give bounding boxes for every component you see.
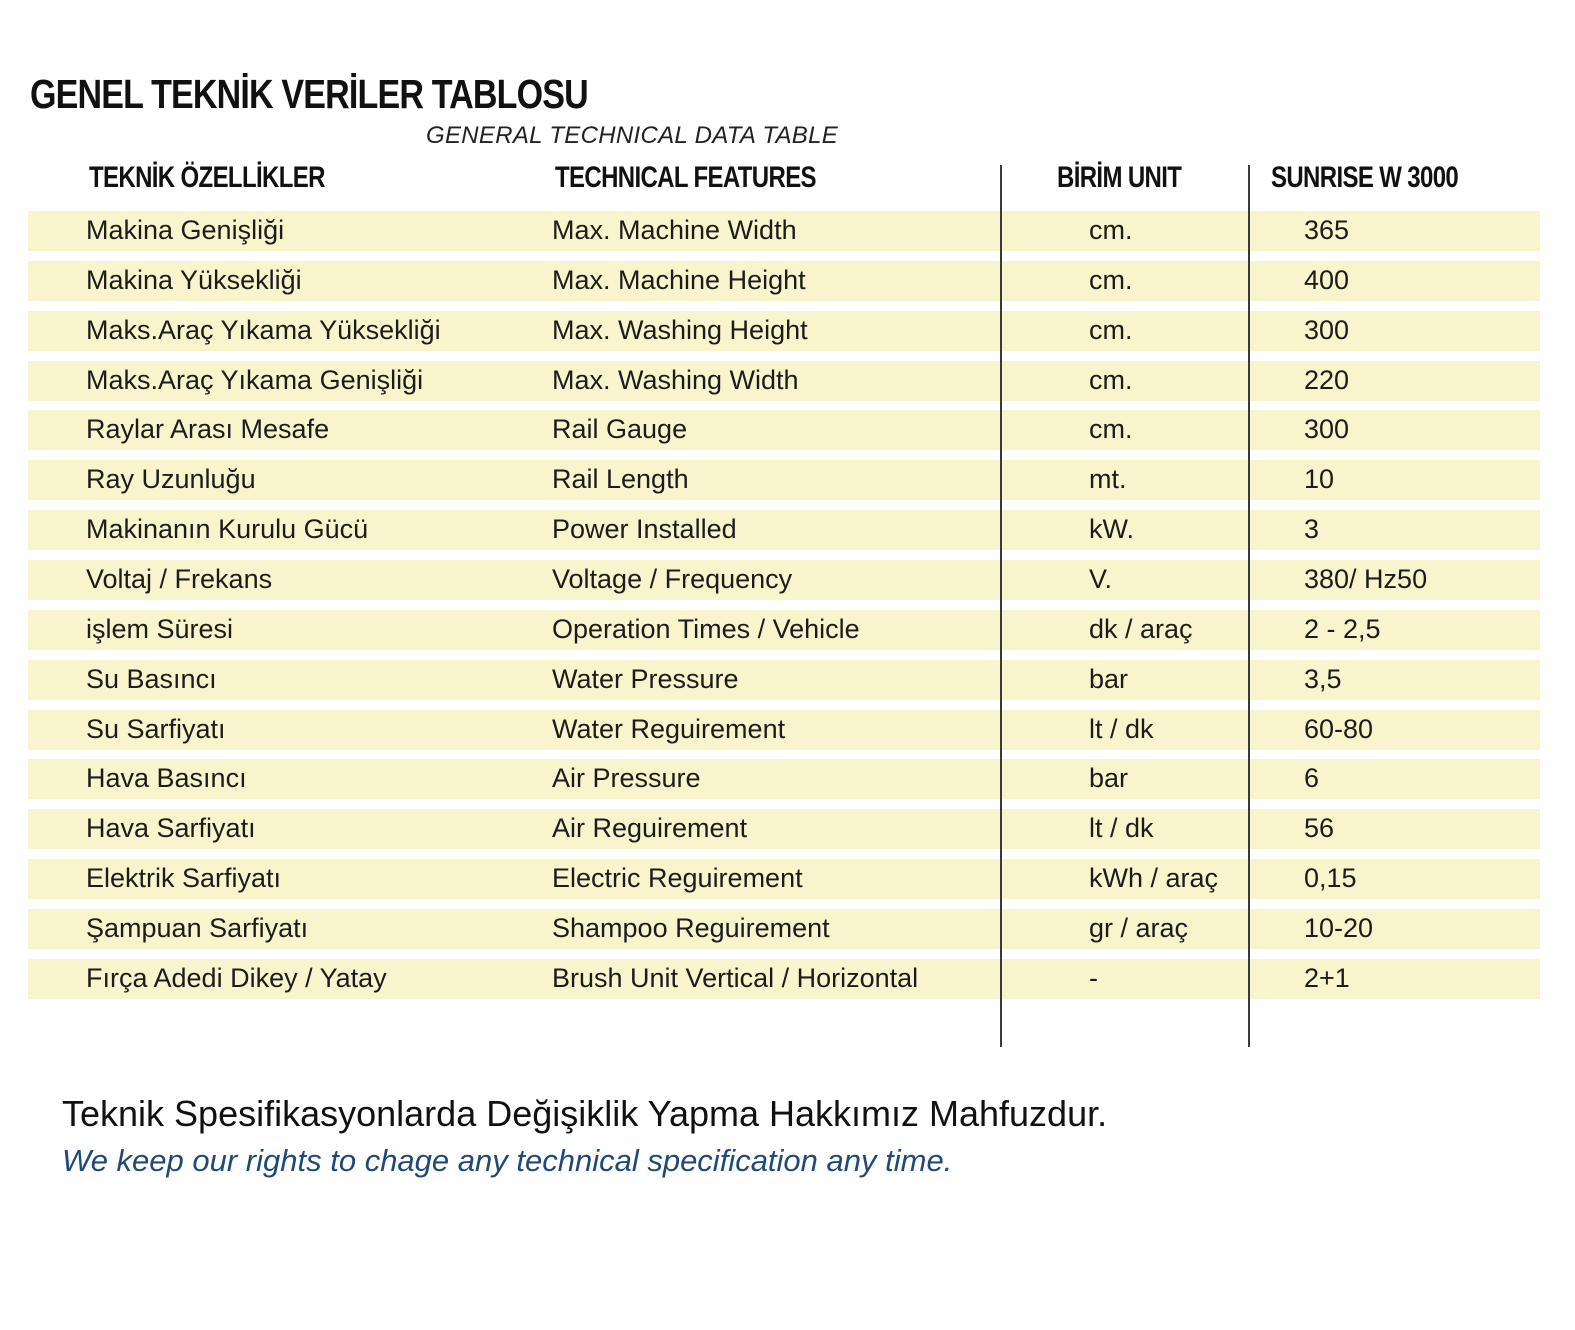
cell-feature-tr: Hava Sarfiyatı [86,813,256,844]
cell-feature-en: Max. Washing Width [552,364,799,395]
cell-feature-tr: Su Basıncı [86,663,217,694]
cell-value: 380/ Hz50 [1304,564,1428,595]
cell-value: 60-80 [1304,713,1374,744]
cell-feature-en: Electric Reguirement [552,863,803,894]
cell-feature-tr: Fırça Adedi Dikey / Yatay [86,962,387,993]
cell-feature-en: Air Reguirement [552,813,748,844]
cell-feature-tr: Makina Genişliği [86,215,285,245]
cell-unit: lt / dk [1089,813,1154,844]
header-unit: BİRİM UNIT [1057,161,1182,194]
table-row [28,410,1540,450]
table-row [28,510,1540,550]
cell-unit: cm. [1089,414,1133,445]
cell-value: 300 [1304,314,1350,345]
table-row [28,859,1540,899]
cell-value: 365 [1304,215,1350,245]
cell-feature-tr: Elektrik Sarfiyatı [86,863,282,894]
table-row [28,211,1540,251]
cell-unit: - [1089,962,1098,993]
cell-feature-tr: işlem Süresi [86,613,234,644]
cell-value: 3 [1304,514,1320,545]
cell-feature-en: Max. Machine Width [552,215,797,245]
header-turkish-features: TEKNİK ÖZELLİKLER [89,161,325,194]
footer-disclaimer-tr: Teknik Spesifikasyonlarda Değişiklik Yapma Hakkımız Mahfuzdur. [62,1093,1108,1134]
cell-feature-tr: Raylar Arası Mesafe [86,414,330,445]
cell-value: 6 [1304,763,1320,794]
table-row [28,809,1540,849]
table-row [28,660,1540,700]
cell-feature-tr: Maks.Araç Yıkama Yüksekliği [86,314,441,345]
cell-feature-tr: Ray Uzunluğu [86,464,256,495]
table-row [28,759,1540,799]
cell-unit: lt / dk [1089,713,1154,744]
cell-feature-en: Shampoo Reguirement [552,913,830,944]
table-row [28,261,1540,301]
table-row [28,361,1540,401]
cell-value: 220 [1304,364,1350,395]
cell-value: 400 [1304,264,1350,295]
cell-unit: bar [1089,663,1129,694]
table-row [28,311,1540,351]
table-row [28,460,1540,500]
cell-unit: kWh / araç [1089,863,1219,894]
table-row [28,610,1540,650]
cell-unit: gr / araç [1089,913,1189,944]
cell-feature-en: Brush Unit Vertical / Horizontal [552,962,919,993]
cell-feature-tr: Şampuan Sarfiyatı [86,913,309,944]
cell-value: 56 [1304,813,1335,844]
data-table [28,211,1540,1009]
cell-feature-tr: Voltaj / Frekans [86,564,273,595]
cell-feature-en: Water Reguirement [552,713,786,744]
cell-feature-tr: Hava Basıncı [86,763,247,794]
cell-feature-en: Max. Washing Height [552,314,808,345]
cell-feature-en: Water Pressure [552,663,739,694]
cell-unit: cm. [1089,215,1133,245]
page-subtitle: GENERAL TECHNICAL DATA TABLE [426,122,839,149]
header-model-value: SUNRISE W 3000 [1271,161,1459,194]
cell-value: 0,15 [1304,863,1357,894]
cell-value: 3,5 [1304,663,1342,694]
cell-feature-tr: Makina Yüksekliği [86,264,302,295]
column-divider [1000,165,1002,1047]
cell-unit: mt. [1089,464,1127,495]
cell-unit: kW. [1089,514,1134,545]
cell-unit: cm. [1089,364,1133,395]
table-row [28,959,1540,999]
page-title: GENEL TEKNİK VERİLER TABLOSU [30,71,588,117]
cell-feature-en: Air Pressure [552,763,701,794]
cell-unit: cm. [1089,314,1133,345]
table-row [28,909,1540,949]
table-row [28,710,1540,750]
cell-feature-tr: Su Sarfiyatı [86,713,226,744]
cell-feature-en: Rail Gauge [552,414,688,445]
cell-unit: bar [1089,763,1129,794]
cell-value: 300 [1304,414,1350,445]
cell-feature-tr: Maks.Araç Yıkama Genişliği [86,364,424,395]
cell-value: 2+1 [1304,962,1350,993]
cell-feature-en: Max. Machine Height [552,264,806,295]
cell-feature-tr: Makinanın Kurulu Gücü [86,514,369,545]
cell-unit: V. [1089,564,1113,595]
cell-unit: dk / araç [1089,613,1193,644]
table-row [28,560,1540,600]
column-divider [1248,165,1250,1047]
cell-feature-en: Rail Length [552,464,689,495]
cell-feature-en: Voltage / Frequency [552,564,793,595]
header-technical-features: TECHNICAL FEATURES [555,161,816,194]
cell-value: 10 [1304,464,1335,495]
cell-feature-en: Power Installed [552,514,737,545]
footer-disclaimer-en: We keep our rights to chage any technical specification any time. [62,1143,953,1178]
cell-feature-en: Operation Times / Vehicle [552,613,860,644]
cell-value: 2 - 2,5 [1304,613,1381,644]
cell-value: 10-20 [1304,913,1374,944]
cell-unit: cm. [1089,264,1133,295]
